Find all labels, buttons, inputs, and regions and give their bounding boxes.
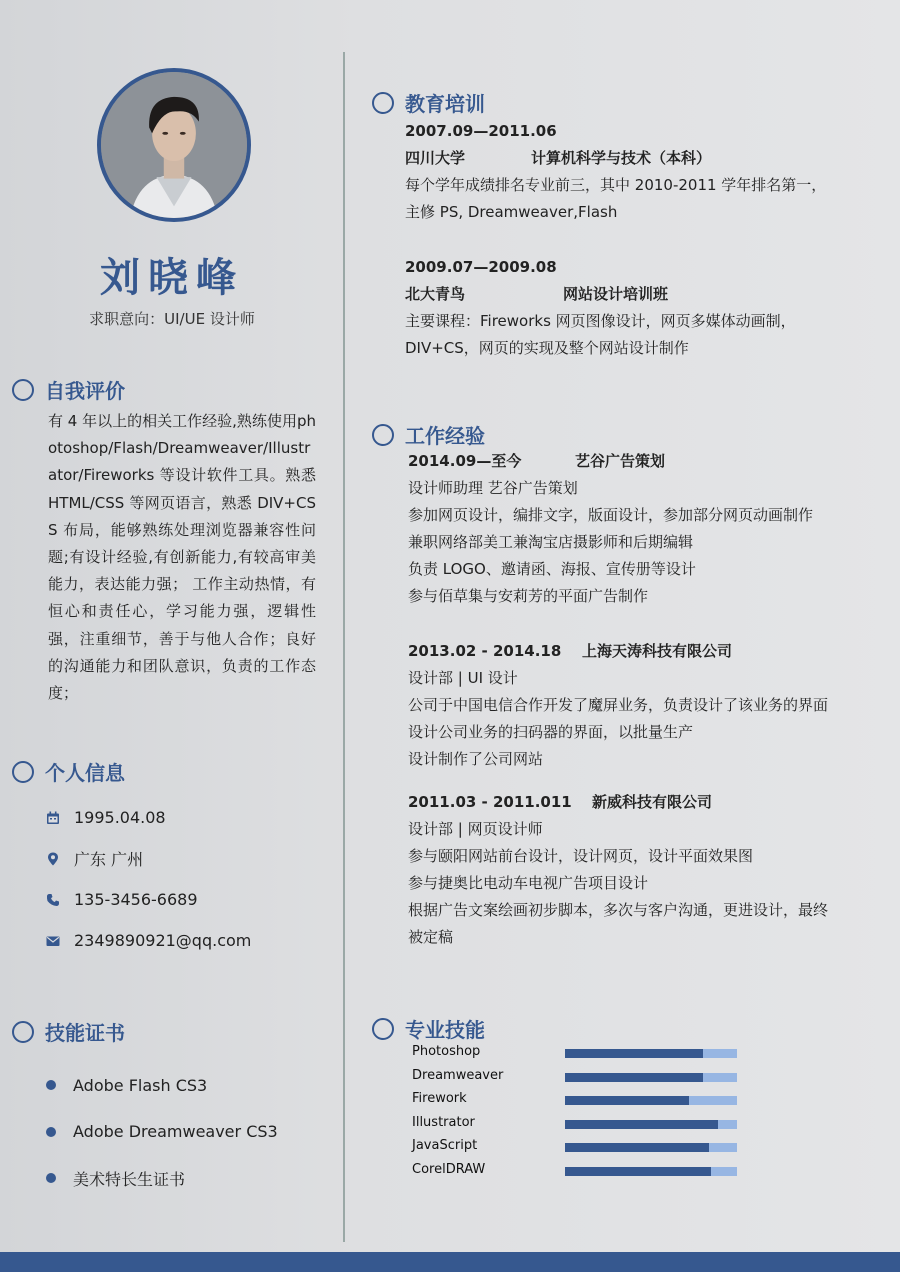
section-work-header	[372, 420, 485, 449]
skill-fill	[565, 1049, 703, 1058]
section-info-header	[12, 757, 125, 786]
email-address: 2349890921@qq.com	[74, 931, 252, 950]
candidate-name: 刘晓峰	[100, 255, 244, 301]
skill-row	[412, 1113, 752, 1137]
info-phone	[46, 879, 326, 920]
work-header-row	[408, 638, 868, 665]
company-name: 艺谷广告策划	[575, 452, 666, 470]
ring-icon	[12, 1021, 34, 1043]
section-skills-header	[372, 1014, 485, 1043]
skill-fill	[565, 1073, 703, 1082]
list-item	[46, 1155, 326, 1202]
work-detail: 负责 LOGO、邀请函、海报、宣传册等设计	[408, 560, 696, 578]
ring-icon	[372, 92, 394, 114]
skill-name: Firework	[412, 1091, 467, 1107]
info-birth	[46, 797, 326, 838]
list-item	[46, 1109, 326, 1156]
skill-bars	[412, 1042, 752, 1184]
skill-track	[565, 1073, 737, 1082]
work-detail: 设计部 | 网页设计师	[408, 820, 543, 838]
calendar-icon	[46, 811, 60, 825]
list-item	[46, 1062, 326, 1109]
work-entry-3	[408, 789, 868, 951]
section-title: 教育培训	[405, 92, 485, 116]
info-location	[46, 838, 326, 879]
education-period: 2007.09—2011.06	[405, 122, 557, 140]
skill-row	[412, 1066, 752, 1090]
work-detail: 公司于中国电信合作开发了魔屏业务，负责设计了该业务的界面	[408, 696, 829, 714]
company-name: 上海天涛科技有限公司	[582, 642, 733, 660]
skill-row	[412, 1089, 752, 1113]
work-entry-2	[408, 638, 868, 773]
work-detail: 被定稿	[408, 928, 454, 946]
skill-name: JavaScript	[412, 1138, 478, 1154]
cert-name: Adobe Dreamweaver CS3	[73, 1122, 278, 1142]
job-intent: 求职意向：UI/UE 设计师	[89, 310, 255, 328]
work-period: 2014.09—至今	[408, 452, 522, 470]
section-title: 工作经验	[405, 424, 485, 448]
skill-track	[565, 1167, 737, 1176]
education-period: 2009.07—2009.08	[405, 258, 557, 276]
major-name: 计算机科学与技术（本科）	[531, 149, 712, 167]
work-detail: 设计部 | UI 设计	[408, 669, 518, 687]
education-entry-1	[405, 118, 865, 226]
work-header-row	[408, 448, 868, 475]
skill-fill	[565, 1143, 709, 1152]
major-name: 网站设计培训班	[563, 285, 669, 303]
bullet-icon	[46, 1080, 56, 1090]
education-detail: DIV+CS，网页的实现及整个网站设计制作	[405, 339, 689, 357]
skill-fill	[565, 1096, 689, 1105]
ring-icon	[372, 424, 394, 446]
cert-list	[46, 1062, 326, 1202]
education-school-row	[405, 281, 865, 308]
avatar	[97, 68, 251, 222]
skill-track	[565, 1049, 737, 1058]
birth-date: 1995.04.08	[74, 808, 166, 827]
skill-track	[565, 1120, 737, 1129]
skill-row	[412, 1160, 752, 1184]
work-detail: 参与捷奥比电动车电视广告项目设计	[408, 874, 649, 892]
education-detail: 主要课程：Fireworks 网页图像设计，网页多媒体动画制，	[405, 312, 796, 330]
cert-name: 美术特长生证书	[73, 1169, 186, 1189]
education-entry-2	[405, 254, 865, 362]
education-school-row	[405, 145, 865, 172]
location: 广东 广州	[74, 850, 144, 869]
section-education-header	[372, 88, 485, 117]
skill-name: Illustrator	[412, 1114, 475, 1130]
skill-name: CorelDRAW	[412, 1161, 486, 1177]
work-detail: 根据广告文案绘画初步脚本，多次与客户沟通，更进设计，最终	[408, 901, 829, 919]
mail-icon	[46, 934, 60, 948]
column-divider	[343, 52, 345, 1242]
location-pin-icon	[46, 852, 60, 866]
work-detail: 参加网页设计，编排文字，版面设计，参加部分网页动画制作	[408, 506, 814, 524]
phone-number: 135-3456-6689	[74, 890, 198, 909]
work-detail: 设计公司业务的扫码器的界面，以批量生产	[408, 723, 694, 741]
company-name: 新威科技有限公司	[592, 793, 713, 811]
school-name: 北大青鸟	[405, 285, 466, 303]
section-title: 专业技能	[405, 1018, 485, 1042]
education-detail: 主修 PS, Dreamweaver,Flash	[405, 203, 618, 221]
info-email	[46, 920, 326, 961]
skill-row	[412, 1042, 752, 1066]
cert-name: Adobe Flash CS3	[73, 1075, 208, 1095]
work-detail: 参与颐阳网站前台设计，设计网页，设计平面效果图	[408, 847, 754, 865]
section-self-eval-header	[12, 375, 125, 404]
work-detail: 设计制作了公司网站	[408, 750, 544, 768]
education-detail: 每个学年成绩排名专业前三，其中 2010-2011 学年排名第一，	[405, 176, 827, 194]
phone-icon	[46, 893, 60, 907]
personal-info-list	[46, 797, 326, 961]
section-title: 个人信息	[45, 761, 125, 785]
work-detail: 兼职网络部美工兼淘宝店摄影师和后期编辑	[408, 533, 694, 551]
work-detail: 设计师助理 艺谷广告策划	[408, 479, 578, 497]
work-period: 2013.02 - 2014.18	[408, 642, 562, 660]
school-name: 四川大学	[405, 149, 466, 167]
skill-fill	[565, 1167, 711, 1176]
ring-icon	[372, 1018, 394, 1040]
bullet-icon	[46, 1173, 56, 1183]
section-title: 自我评价	[45, 379, 125, 403]
bullet-icon	[46, 1127, 56, 1137]
work-entry-1	[408, 448, 868, 610]
section-title: 技能证书	[45, 1021, 125, 1045]
bottom-bar	[0, 1252, 900, 1272]
skill-name: Photoshop	[412, 1044, 481, 1059]
skill-fill	[565, 1120, 718, 1129]
ring-icon	[12, 379, 34, 401]
self-eval-text: 有 4 年以上的相关工作经验,熟练使用photoshop/Flash/Dreamweaver/Illustrator/Fireworks 等设计软件工具。熟悉 HTML/CSS 等网页语言，熟悉 DIV+CSS 布局，能够熟练处理浏览器兼容性问题;有设计经验,有创新能力,有较高审美能力，表达能力强； 工作主动热情，有恒心和责任心，学习能力强，逻辑性强，注重细节，善于与他人合作；良好的沟通能力和团队意识，负责的工作态度；	[48, 412, 316, 703]
skill-track	[565, 1096, 737, 1105]
work-detail: 参与佰草集与安莉芳的平面广告制作	[408, 587, 649, 605]
skill-name: Dreamweaver	[412, 1067, 504, 1083]
work-period: 2011.03 - 2011.011	[408, 793, 572, 811]
skill-row	[412, 1136, 752, 1160]
section-certs-header	[12, 1017, 125, 1046]
ring-icon	[12, 761, 34, 783]
skill-track	[565, 1143, 737, 1152]
work-header-row	[408, 789, 868, 816]
